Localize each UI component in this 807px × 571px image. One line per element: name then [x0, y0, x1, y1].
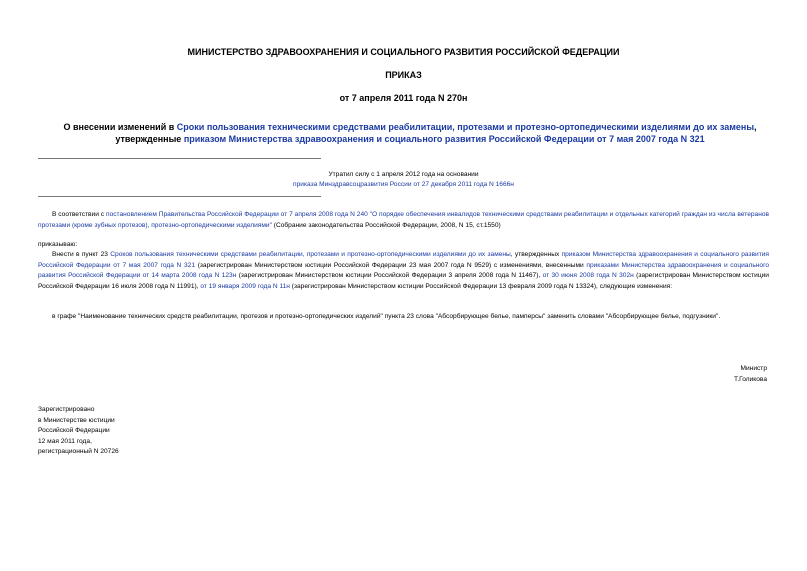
change-paragraph: в графе "Наименование технических средств реабилитации, протезов и протезно-ортопедических изделий" пункта 23 слова "Абсорбирующее белье, памперсы" заменить словами "Абсорбирующее белье, подгузники".	[52, 313, 721, 320]
signatory-name: Т.Голикова	[733, 375, 767, 383]
signature-block	[734, 364, 767, 385]
p3-text-b: , утвержденных	[510, 251, 562, 258]
p3-link-order-321[interactable]: приказом Министерства здравоохранения и социального развития Российской Федерации от 7 мая 2007 года N 321	[38, 251, 769, 269]
divider-top	[38, 158, 321, 159]
title-link-terms[interactable]: Сроки пользования техническими средствами реабилитации, протезами и протезно-ортопедическими изделиями до их замены	[176, 122, 754, 132]
doc-type-heading: ПРИКАЗ	[385, 70, 422, 80]
preamble-paragraph	[38, 210, 769, 231]
validity-note-line2	[0, 181, 807, 188]
p3-link-order-123n[interactable]: приказами Министерства здравоохранения и социального развития Российской Федерации от 14 марта 2008 года N 123н	[38, 261, 769, 279]
p1-link-resolution-240[interactable]: постановлением Правительства Российской Федерации от 7 апреля 2008 года N 240 "О порядке обеспечения инвалидов техническими средствами реабилитации и отдельных категорий граждан из числа ветеранов протезами (кроме зубных протезов), протезно-ортопедическими изделиями"	[38, 211, 770, 229]
amendment-paragraph	[38, 250, 769, 292]
ministry-heading: МИНИСТЕРСТВО ЗДРАВООХРАНЕНИЯ И СОЦИАЛЬНОГО РАЗВИТИЯ РОССИЙСКОЙ ФЕДЕРАЦИИ	[187, 47, 620, 57]
p3-text-c: (зарегистрирован Министерством юстиции Российской Федерации 23 мая 2007 года N 9529) с изменениями, внесенными	[195, 261, 587, 269]
p3-link-order-11n[interactable]: от 19 января 2009 года N 11н	[200, 282, 290, 290]
p3-text-e: (зарегистрирован Министерством юстиции Российской Федерации 16 июля 2008 года N 11991),	[38, 272, 769, 290]
registration-line-4: 12 мая 2011 года,	[38, 437, 92, 445]
title-link-order-321[interactable]: приказом Министерства здравоохранения и социального развития Российской Федерации от 7 мая 2007 года N 321	[183, 134, 705, 144]
title-middle: , утвержденные	[115, 122, 757, 144]
p3-text-d: (зарегистрирован Министерством юстиции Российской Федерации 3 апреля 2008 года N 11467),	[236, 272, 543, 279]
registration-block	[38, 405, 119, 458]
p3-text-a: Внести в пункт 23	[52, 251, 111, 258]
validity-note-link[interactable]: приказа Минздравсоцразвития России от 27 декабря 2011 года N 1666н	[293, 181, 514, 188]
registration-line-5: регистрационный N 20726	[38, 448, 119, 456]
p3-text-f: (зарегистрирован Министерством юстиции Российской Федерации 13 февраля 2009 года N 13324), следующие изменения:	[289, 282, 673, 290]
order-title	[60, 121, 760, 145]
validity-note-text: Утратил силу с 1 апреля 2012 года на основании	[328, 171, 479, 178]
registration-line-1: Зарегистрировано	[38, 406, 95, 413]
divider-bottom	[38, 196, 321, 197]
registration-line-3: Российской Федерации	[38, 427, 110, 435]
order-date-number: от 7 апреля 2011 года N 270н	[339, 93, 468, 103]
order-word: приказываю:	[38, 241, 78, 248]
p3-link-order-302n[interactable]: от 30 июня 2008 года N 302н	[542, 272, 634, 279]
title-prefix: О внесении изменений в	[63, 122, 177, 132]
signatory-title: Министр	[740, 365, 767, 372]
p1-text-b: (Собрание законодательства Российской Федерации, 2008, N 15, ст.1550)	[271, 221, 501, 229]
p3-link-terms[interactable]: Сроков пользования техническими средствами реабилитации, протезами и протезно-ортопедическими изделиями до их замены	[110, 251, 511, 258]
registration-line-2: в Министерстве юстиции	[38, 416, 115, 424]
p1-text-a: В соответствии с	[52, 211, 106, 218]
